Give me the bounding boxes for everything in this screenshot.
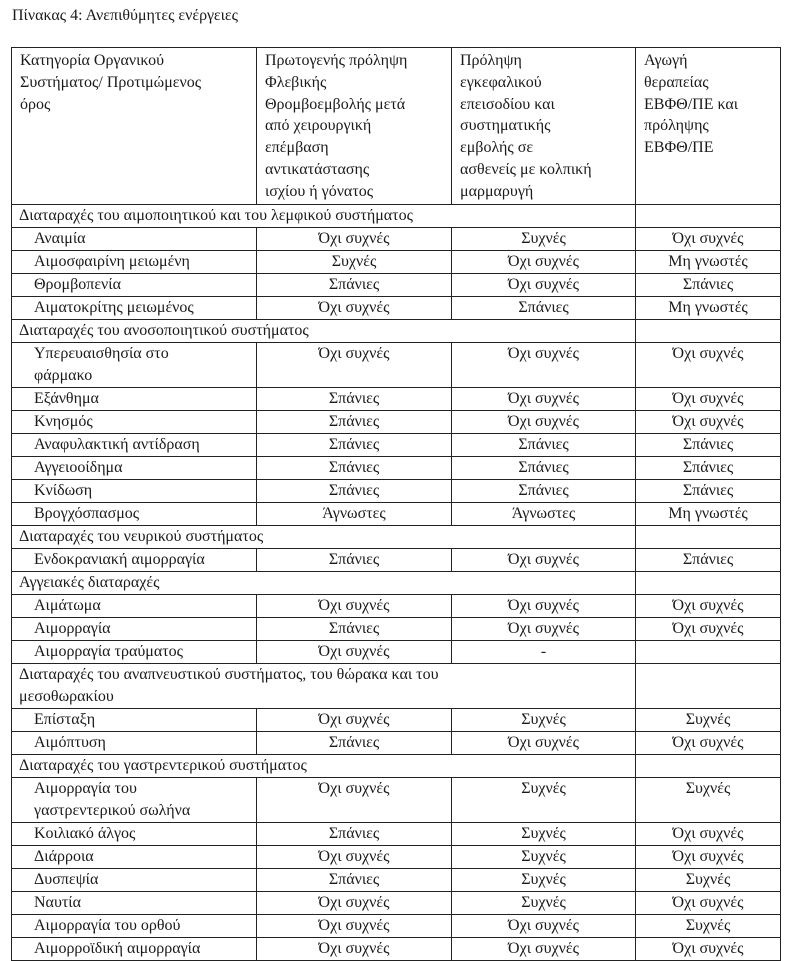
frequency-primary-prevention: Σπάνιες (257, 433, 452, 456)
frequency-treatment: Όχι συχνές (636, 410, 781, 433)
category-label: Διαταραχές του αιμοποιητικού και του λεμφικού συστήματος (12, 204, 636, 227)
header-treatment: Αγωγή θεραπείας ΕΒΦΘ/ΠΕ και πρόληψης ΕΒΦΘ/ΠΕ (636, 48, 781, 205)
table-header-row (12, 48, 781, 205)
frequency-stroke-prevention: Συχνές (452, 822, 636, 845)
preferred-term: Αιμάτωμα (12, 594, 257, 617)
table-row (12, 777, 781, 822)
frequency-stroke-prevention: Όχι συχνές (452, 914, 636, 937)
category-empty-cell (636, 663, 781, 708)
frequency-treatment: Μη γνωστές (636, 502, 781, 525)
frequency-primary-prevention: Σπάνιες (257, 273, 452, 296)
category-label: Διαταραχές του νευρικού συστήματος (12, 525, 636, 548)
frequency-stroke-prevention: Συχνές (452, 227, 636, 250)
preferred-term: Αναιμία (12, 227, 257, 250)
table-row (12, 731, 781, 754)
frequency-primary-prevention: Σπάνιες (257, 617, 452, 640)
category-row (12, 525, 781, 548)
frequency-primary-prevention: Άγνωστες (257, 502, 452, 525)
frequency-primary-prevention: Σπάνιες (257, 548, 452, 571)
frequency-treatment: Συχνές (636, 708, 781, 731)
adverse-reactions-table (11, 47, 781, 961)
frequency-primary-prevention: Σπάνιες (257, 410, 452, 433)
frequency-primary-prevention: Όχι συχνές (257, 708, 452, 731)
frequency-treatment: Μη γνωστές (636, 250, 781, 273)
frequency-stroke-prevention: Συχνές (452, 708, 636, 731)
preferred-term: Κνίδωση (12, 479, 257, 502)
frequency-primary-prevention: Όχι συχνές (257, 777, 452, 822)
table-row (12, 822, 781, 845)
frequency-stroke-prevention: Συχνές (452, 777, 636, 822)
table-body (12, 204, 781, 960)
category-label: Αγγειακές διαταραχές (12, 571, 636, 594)
category-row (12, 204, 781, 227)
category-empty-cell (636, 204, 781, 227)
frequency-primary-prevention: Όχι συχνές (257, 640, 452, 663)
table-row (12, 387, 781, 410)
preferred-term: Ενδοκρανιακή αιμορραγία (12, 548, 257, 571)
table-row (12, 548, 781, 571)
category-row (12, 754, 781, 777)
frequency-stroke-prevention: Συχνές (452, 868, 636, 891)
preferred-term: Θρομβοπενία (12, 273, 257, 296)
table-row (12, 456, 781, 479)
frequency-primary-prevention: Σπάνιες (257, 822, 452, 845)
preferred-term: Αιμοσφαιρίνη μειωμένη (12, 250, 257, 273)
preferred-term: Αγγειοοίδημα (12, 456, 257, 479)
frequency-treatment: Όχι συχνές (636, 227, 781, 250)
frequency-primary-prevention: Όχι συχνές (257, 891, 452, 914)
table-row (12, 433, 781, 456)
frequency-stroke-prevention: - (452, 640, 636, 663)
frequency-treatment: Συχνές (636, 868, 781, 891)
frequency-stroke-prevention: Όχι συχνές (452, 731, 636, 754)
preferred-term: Αιμορραγία (12, 617, 257, 640)
frequency-stroke-prevention: Όχι συχνές (452, 594, 636, 617)
preferred-term: Αναφυλακτική αντίδραση (12, 433, 257, 456)
frequency-primary-prevention: Σπάνιες (257, 387, 452, 410)
frequency-stroke-prevention: Όχι συχνές (452, 548, 636, 571)
frequency-treatment: Όχι συχνές (636, 617, 781, 640)
preferred-term: Διάρροια (12, 845, 257, 868)
category-empty-cell (636, 571, 781, 594)
frequency-treatment: Όχι συχνές (636, 342, 781, 387)
category-empty-cell (636, 754, 781, 777)
preferred-term: Υπερευαισθησία στο φάρμακο (12, 342, 257, 387)
table-row (12, 342, 781, 387)
preferred-term: Κοιλιακό άλγος (12, 822, 257, 845)
frequency-stroke-prevention: Άγνωστες (452, 502, 636, 525)
frequency-treatment: Σπάνιες (636, 548, 781, 571)
frequency-primary-prevention: Σπάνιες (257, 731, 452, 754)
frequency-stroke-prevention: Σπάνιες (452, 433, 636, 456)
frequency-stroke-prevention: Όχι συχνές (452, 617, 636, 640)
header-system-organ-class: Κατηγορία Οργανικού Συστήματος/ Προτιμώμενος όρος (12, 48, 257, 205)
category-empty-cell (636, 319, 781, 342)
table-row (12, 891, 781, 914)
category-row (12, 663, 781, 708)
preferred-term: Επίσταξη (12, 708, 257, 731)
category-label: Διαταραχές του αναπνευστικού συστήματος, του θώρακα και του μεσοθωρακίου (12, 663, 636, 708)
frequency-treatment: Όχι συχνές (636, 845, 781, 868)
preferred-term: Δυσπεψία (12, 868, 257, 891)
frequency-primary-prevention: Συχνές (257, 250, 452, 273)
table-row (12, 594, 781, 617)
preferred-term: Αιμορραγία του ορθού (12, 914, 257, 937)
preferred-term: Αιμόπτυση (12, 731, 257, 754)
table-row (12, 937, 781, 960)
frequency-treatment: Όχι συχνές (636, 387, 781, 410)
frequency-primary-prevention: Όχι συχνές (257, 296, 452, 319)
header-stroke-prevention: Πρόληψη εγκεφαλικού επεισοδίου και συστηματικής εμβολής σε ασθενείς με κολπική μαρμαρυγή (452, 48, 636, 205)
frequency-treatment: Όχι συχνές (636, 937, 781, 960)
category-label: Διαταραχές του γαστρεντερικού συστήματος (12, 754, 636, 777)
table-row (12, 914, 781, 937)
frequency-treatment: Όχι συχνές (636, 594, 781, 617)
frequency-treatment: Σπάνιες (636, 479, 781, 502)
frequency-stroke-prevention: Όχι συχνές (452, 937, 636, 960)
frequency-stroke-prevention: Όχι συχνές (452, 273, 636, 296)
frequency-primary-prevention: Όχι συχνές (257, 342, 452, 387)
table-row (12, 227, 781, 250)
frequency-stroke-prevention: Όχι συχνές (452, 387, 636, 410)
header-primary-prevention: Πρωτογενής πρόληψη Φλεβικής Θρομβοεμβολής μετά από χειρουργική επέμβαση αντικατάστασης ισχίου ή γόνατος (257, 48, 452, 205)
frequency-stroke-prevention: Σπάνιες (452, 479, 636, 502)
category-row (12, 319, 781, 342)
frequency-treatment: Μη γνωστές (636, 296, 781, 319)
preferred-term: Κνησμός (12, 410, 257, 433)
table-caption: Πίνακας 4: Ανεπιθύμητες ενέργειες (12, 7, 238, 24)
frequency-primary-prevention: Σπάνιες (257, 456, 452, 479)
preferred-term: Αιματοκρίτης μειωμένος (12, 296, 257, 319)
frequency-stroke-prevention: Σπάνιες (452, 296, 636, 319)
frequency-treatment (636, 640, 781, 663)
table-row (12, 845, 781, 868)
frequency-treatment: Σπάνιες (636, 433, 781, 456)
frequency-primary-prevention: Όχι συχνές (257, 914, 452, 937)
frequency-treatment: Όχι συχνές (636, 822, 781, 845)
table-row (12, 502, 781, 525)
frequency-treatment: Συχνές (636, 777, 781, 822)
table-row (12, 296, 781, 319)
table-row (12, 708, 781, 731)
frequency-treatment: Σπάνιες (636, 456, 781, 479)
table-row (12, 640, 781, 663)
preferred-term: Αιμορραγία τραύματος (12, 640, 257, 663)
frequency-primary-prevention: Σπάνιες (257, 868, 452, 891)
frequency-stroke-prevention: Όχι συχνές (452, 410, 636, 433)
frequency-treatment: Σπάνιες (636, 273, 781, 296)
preferred-term: Βρογχόσπασμος (12, 502, 257, 525)
frequency-stroke-prevention: Όχι συχνές (452, 342, 636, 387)
frequency-stroke-prevention: Όχι συχνές (452, 250, 636, 273)
frequency-treatment: Συχνές (636, 914, 781, 937)
table-row (12, 250, 781, 273)
frequency-primary-prevention: Όχι συχνές (257, 937, 452, 960)
table-row (12, 868, 781, 891)
frequency-primary-prevention: Όχι συχνές (257, 845, 452, 868)
category-row (12, 571, 781, 594)
preferred-term: Αιμορραγία του γαστρεντερικού σωλήνα (12, 777, 257, 822)
category-empty-cell (636, 525, 781, 548)
preferred-term: Ναυτία (12, 891, 257, 914)
frequency-stroke-prevention: Συχνές (452, 845, 636, 868)
frequency-stroke-prevention: Συχνές (452, 891, 636, 914)
table-row (12, 617, 781, 640)
frequency-primary-prevention: Όχι συχνές (257, 594, 452, 617)
frequency-primary-prevention: Όχι συχνές (257, 227, 452, 250)
frequency-primary-prevention: Σπάνιες (257, 479, 452, 502)
preferred-term: Αιμορροϊδική αιμορραγία (12, 937, 257, 960)
table-row (12, 273, 781, 296)
frequency-treatment: Όχι συχνές (636, 891, 781, 914)
preferred-term: Εξάνθημα (12, 387, 257, 410)
table-row (12, 410, 781, 433)
category-label: Διαταραχές του ανοσοποιητικού συστήματος (12, 319, 636, 342)
frequency-treatment: Όχι συχνές (636, 731, 781, 754)
frequency-stroke-prevention: Σπάνιες (452, 456, 636, 479)
table-row (12, 479, 781, 502)
